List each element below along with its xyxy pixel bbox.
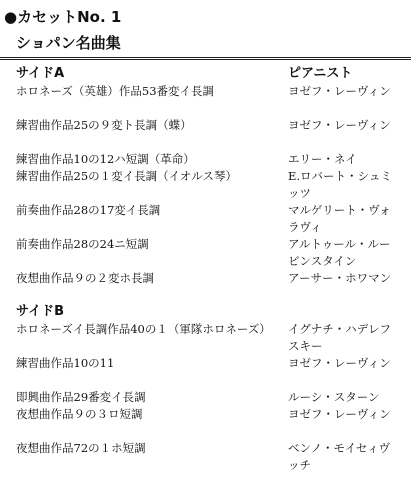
piece-title: 夜想曲作品９の３ロ短調 [16,407,143,421]
side-b-heading: サイドB [16,304,64,319]
piece-title: 練習曲作品25の１変イ長調（イオルス琴） [16,169,237,183]
divider-line [0,57,411,58]
pianist-name: アルトゥール・ルービンスタイン [288,237,391,268]
piece-title: 夜想曲作品72の１ホ短調 [16,441,146,455]
pianist-name: ヨゼフ・レーヴィン [288,84,391,98]
piece-title: 即興曲作品29番変イ長調 [16,390,146,404]
divider-line [0,59,411,60]
collection-title: ショパン名曲集 [16,34,121,52]
pianist-name: エリー・ネイ [288,152,357,166]
pianist-name: ヨゼフ・レーヴィン [288,118,391,132]
piece-title: ホロネーズ（英雄）作品53番変イ長調 [16,84,215,98]
piece-title: 前奏曲作品28の24ニ短調 [16,237,149,251]
piece-title: ホロネーズイ長調作品40の１（軍隊ホロネーズ） [16,322,271,336]
piece-title: 練習曲作品10の11 [16,356,115,370]
piece-title: 練習曲作品25の９変ト長調（蝶） [16,118,192,132]
pianist-name: ヨゼフ・レーヴィン [288,407,391,421]
side-a-heading: サイドA [16,66,65,81]
pianist-name: ルーシ・スターン [288,390,380,404]
piece-title: 夜想曲作品９の２変ホ長調 [16,271,154,285]
pianist-name: アーサー・ホワマン [288,271,392,285]
pianist-name: ヨゼフ・レーヴィン [288,356,391,370]
pianist-column-heading: ピアニスト [288,66,353,81]
piece-title: 前奏曲作品28の17変イ長調 [16,203,161,217]
pianist-name: イグナチ・ハデレフスキー [288,322,392,353]
piece-title: 練習曲作品10の12ハ短調（革命） [16,152,195,166]
pianist-name: マルゲリート・ヴォラヴィ [288,203,391,234]
pianist-name: E.ロバート・シュミッツ [288,169,392,200]
cassette-title: ●カセットNo. 1 [4,8,122,26]
pianist-name: ベンノ・モイセィヴッチ [288,441,391,472]
